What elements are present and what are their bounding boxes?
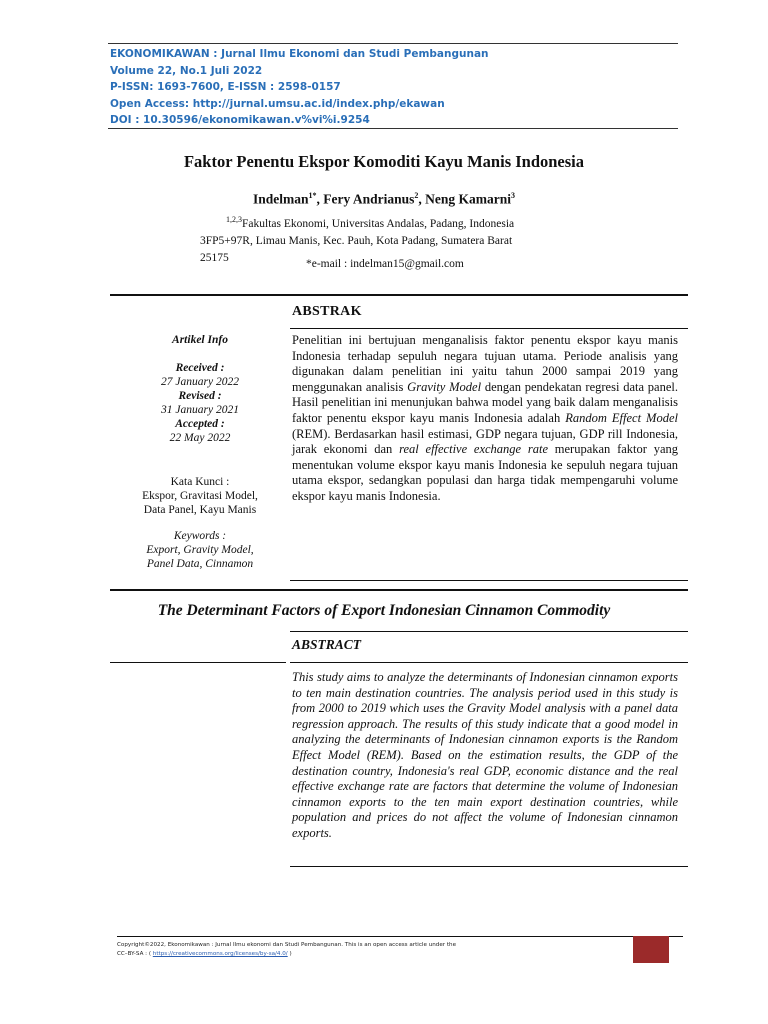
abstrak-body: Penelitian ini bertujuan menganalisis faktor penentu ekspor kayu manis Indonesia terhadap sepuluh negara tujuan utama. Periode analisis yang digunakan dalam penelitian ini yaitu tahun 2000 sampai 2019 yang menggunakan analisis Gravity Model dengan pendekatan regresi data panel. Hasil penelitian ini menunjukan bahwa model yang baik dalam menganalisis faktor penentu ekspor kayu manis Indonesia adalah Random Effect Model (REM). Berdasarkan hasil estimasi, GDP negara tujuan, GDP rill Indonesia, jarak ekonomi dan real effective exchange rate merupakan faktor yang menentukan volume ekspor kayu manis Indonesia ke sepuluh negara tujuan utama ekspor, sedangkan populasi dan harga tidak mempengaruhi volume ekspor kayu manis Indonesia. [292,333,678,503]
journal-name: EKONOMIKAWAN : Jurnal Ilmu Ekonomi dan Studi Pembangunan [110,48,489,60]
abstract-bottom-rule [290,866,688,867]
author-sup: 1* [308,191,317,200]
header-top-rule [108,43,678,44]
kata-kunci-label: Kata Kunci : [170,476,230,488]
kata-kunci-values-2: Data Panel, Kayu Manis [143,504,257,516]
journal-header [110,46,489,129]
affiliation-line: Fakultas Ekonomi, Universitas Andalas, Padang, Indonesia [242,217,515,230]
article-info-heading: Artikel Info [172,334,228,346]
abstrak-bottom-rule [290,580,688,581]
footer-rule [117,936,683,937]
keywords-label: Keywords : [173,530,227,542]
author-email: *e-mail : indelman15@gmail.com [306,258,464,270]
abstract-heading-top-rule [290,631,688,632]
paper-title: Faktor Penentu Ekspor Komoditi Kayu Manis Indonesia [183,152,585,171]
affiliation-sup: 1,2,3 [226,215,242,224]
journal-volume: Volume 22, No.1 Juli 2022 [110,64,263,77]
abstract-body: This study aims to analyze the determinants of Indonesian cinnamon exports to ten main destination countries. The analysis period used in this study is from 2000 to 2019 which uses the Gravity Model analysis with a panel data regression approach. The results of this study indicate that a good model in analyzing the determinants of Indonesian cinnamon exports is the Random Effect Model (REM). Based on the estimation results, the GDP of the destination country, Indonesia's real GDP, economic distance and the real effective exchange rate are factors that determine the volume of Indonesian cinnamon exports to the ten main export destination countries, while population and prices do not affect the volume of Indonesian cinnamon exports. [292,670,678,840]
author-name: Fery Andrianus [323,191,415,207]
affiliation-postcode: 25175 [200,251,229,264]
license-link[interactable]: https://creativecommons.org/licenses/by-sa/4.0/ [152,951,288,957]
keywords-values: Export, Gravity Model, [146,544,254,556]
keywords-values-2: Panel Data, Cinnamon [146,558,254,570]
revised-date: 31 January 2021 [161,404,239,416]
abstrak-heading-rule [290,328,688,329]
copyright-notice [117,941,577,959]
copyright-line: Copyright©2022, Ekonomikawan : Jurnal Ilmu ekonomi dan Studi Pembangunan. This is an open access article under the [117,942,457,948]
author-list: Indelman$^{1*}$, Fery Andrianus$^2$, Neng Kamarni$^3$ [252,191,516,207]
abstrak-top-rule [110,294,688,296]
author-sup: 3 [511,191,516,200]
author-sup: 2 [414,191,419,200]
journal-doi[interactable]: DOI : 10.30596/ekonomikawan.v%vi%i.9254 [110,114,370,126]
header-bottom-rule [108,128,678,129]
abstract-left-rule [110,662,286,663]
abstract-heading: ABSTRACT [292,637,362,652]
accepted-label: Accepted : [175,418,225,430]
kata-kunci-values: Ekspor, Gravitasi Model, [142,490,258,502]
received-label: Received : [175,362,225,374]
journal-url[interactable]: Open Access: http://jurnal.umsu.ac.id/index.php/ekawan [110,97,445,110]
abstract-heading-rule [290,662,688,663]
received-date: 27 January 2022 [161,376,239,388]
revised-label: Revised : [178,390,222,402]
journal-issn: P-ISSN: 1693-7600, E-ISSN : 2598-0157 [110,81,341,93]
abstrak-heading: ABSTRAK [292,304,362,319]
english-title: The Determinant Factors of Export Indonesian Cinnamon Commodity [157,602,611,619]
english-title-top-rule [110,589,688,591]
affiliation-address: 3FP5+97R, Limau Manis, Kec. Pauh, Kota Padang, Sumatera Barat [200,234,513,247]
author-name: Indelman [252,191,309,207]
article-info [110,333,290,571]
accepted-date: 22 May 2022 [169,432,231,444]
author-name: Neng Kamarni [425,191,512,207]
footer-color-block [633,936,669,963]
license-line: CC–BY-SA : ( https://creativecommons.org/licenses/by-sa/4.0/ ) [117,951,292,957]
